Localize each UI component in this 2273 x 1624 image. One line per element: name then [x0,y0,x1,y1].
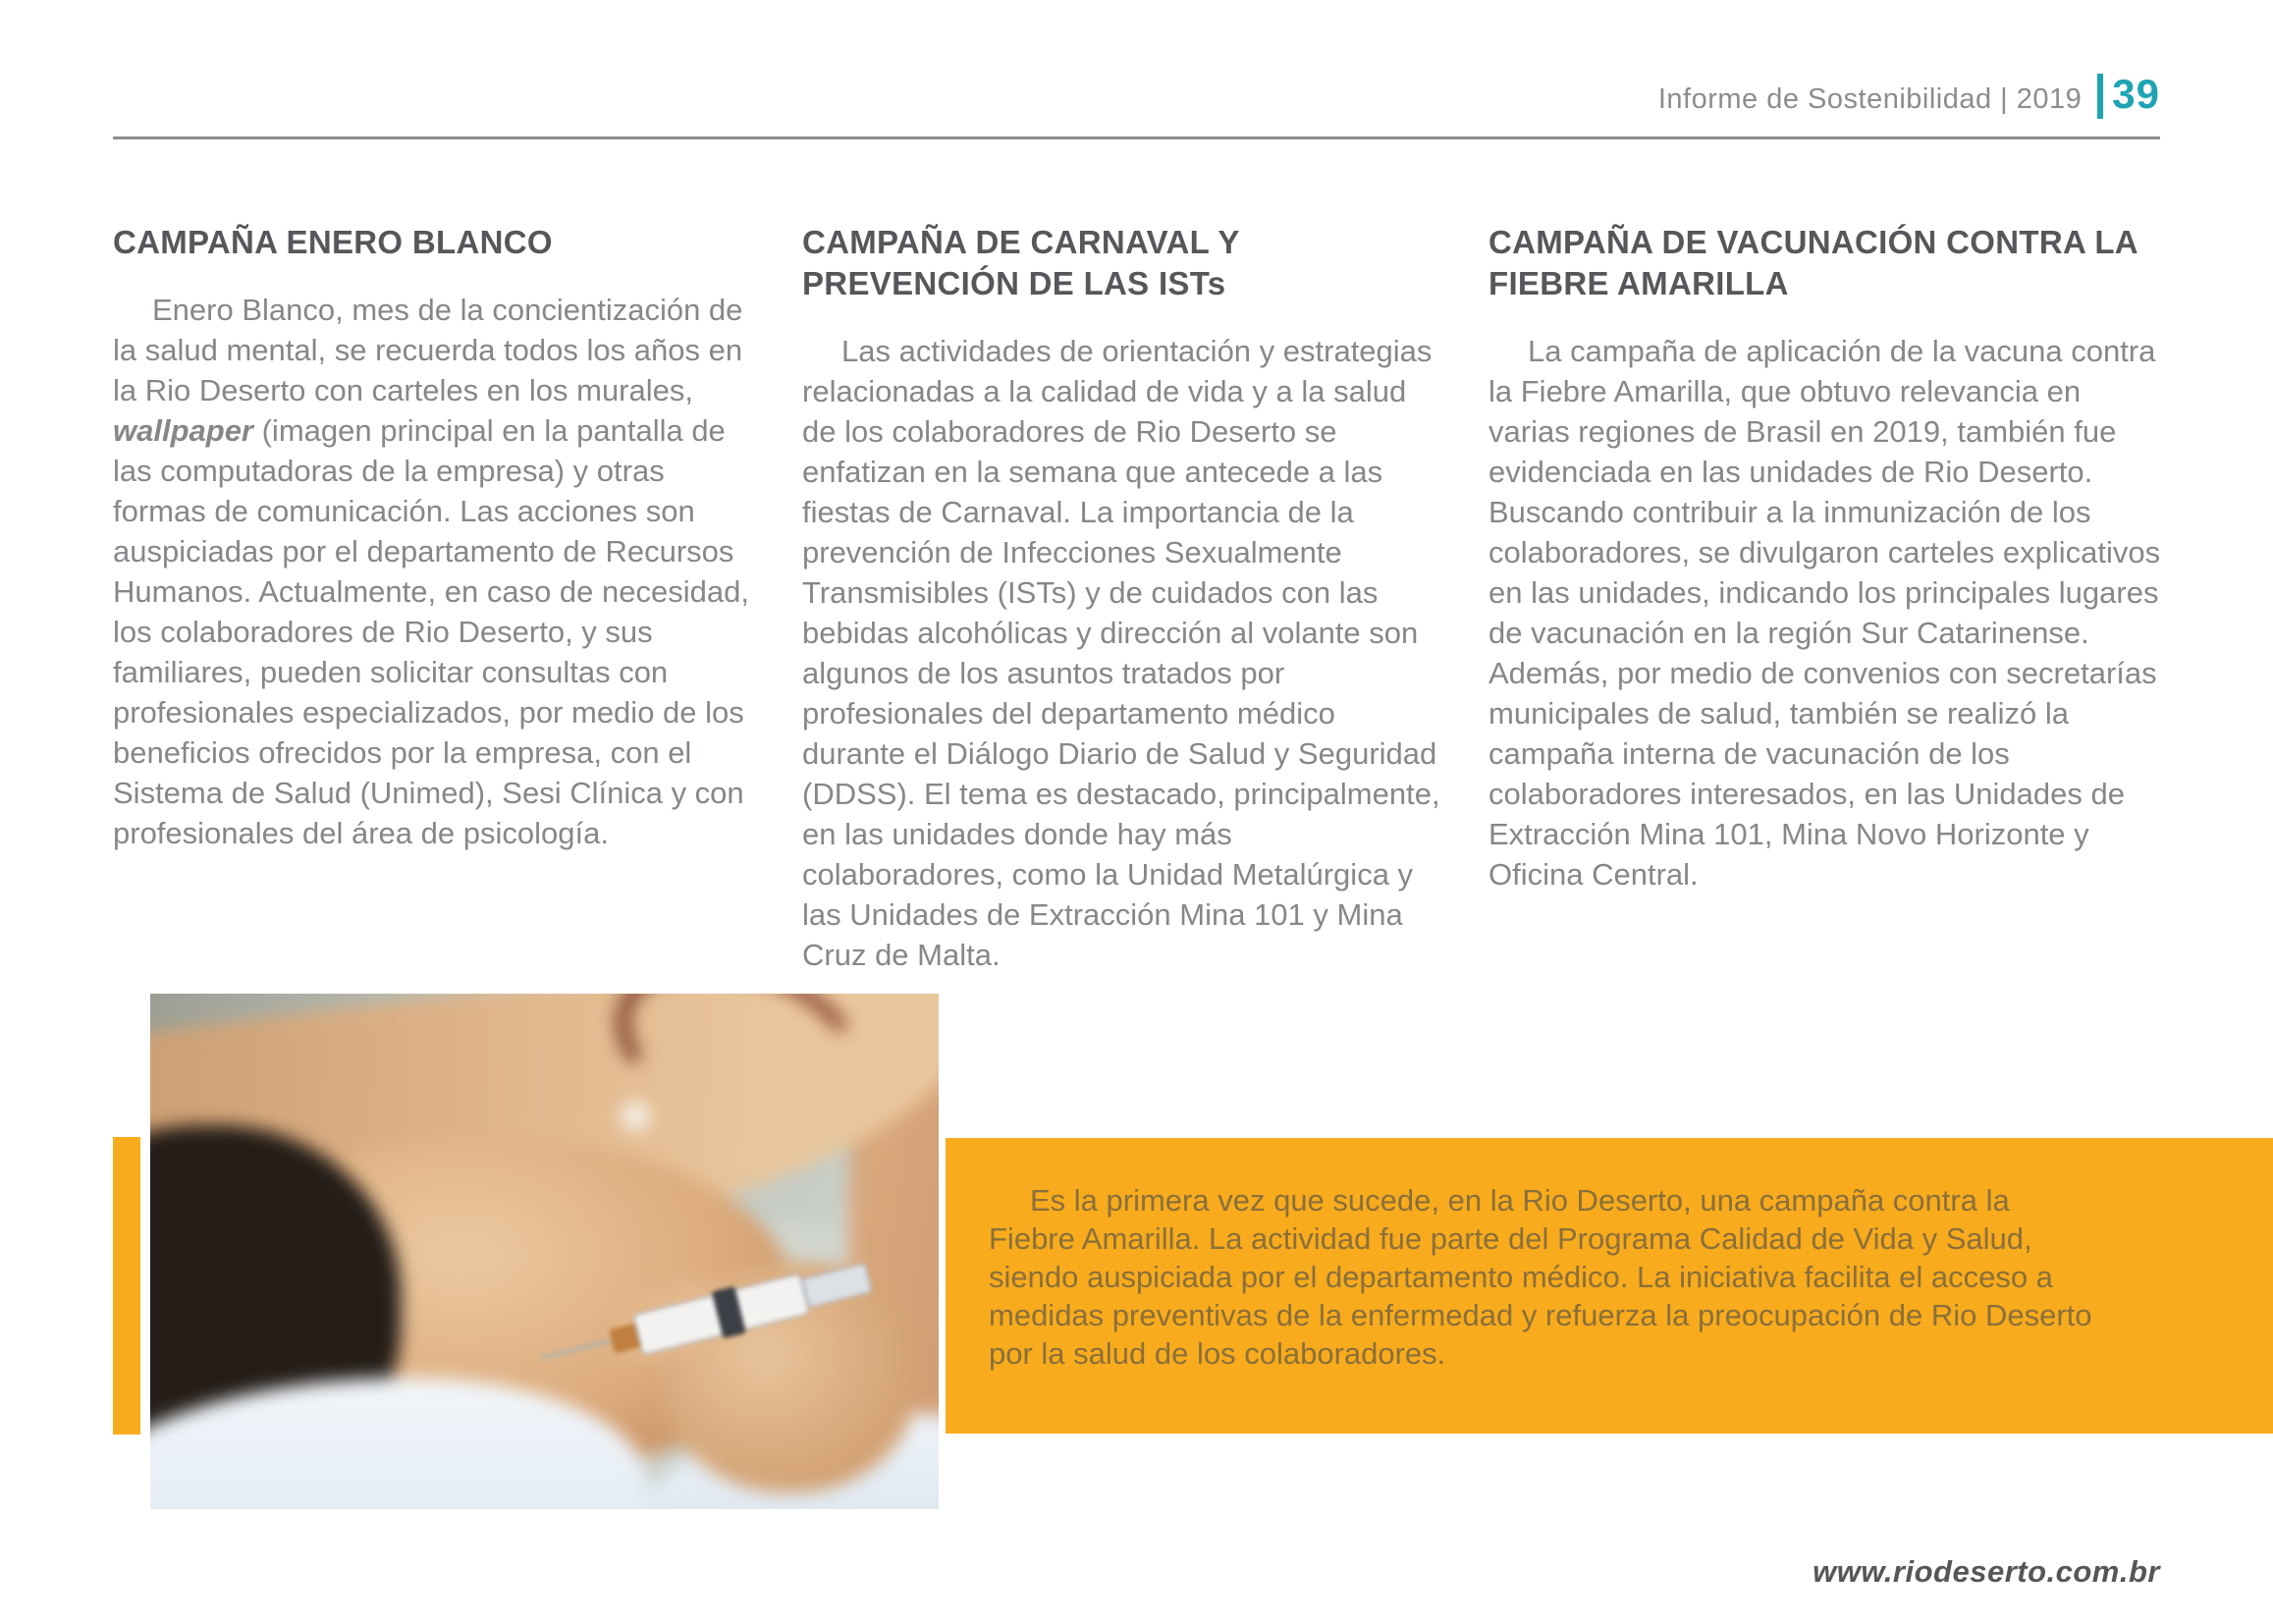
article-body-text: (imagen principal en la pantalla de las computadoras de la empresa) y otras formas de comunicación. Las acciones son auspiciadas por el departamento de Recursos Humanos. Actualmente, en caso de necesidad, los colaboradores de Rio Deserto, y sus familiares, pueden solicitar consultas con profesionales especializados, por medio de los beneficios ofrecidos por la empresa, con el Sistema de Salud (Unimed), Sesi Clínica y con profesionales del área de psicología. [113,413,749,850]
article-body-italic: wallpaper [113,413,253,448]
vaccination-photo [150,994,939,1509]
header-rule [113,136,2160,139]
article-body [113,290,749,853]
page-header [1658,71,2160,118]
article-heading: CAMPAÑA ENERO BLANCO [113,224,553,260]
article-fiebre-amarilla [1488,222,2168,894]
article-body: Las actividades de orientación y estrategias relacionadas a la calidad de vida y a la salud de los colaboradores de Rio Deserto se enfatizan en la semana que antecede a las fiestas de Carnaval. La importancia de la prevención de Infecciones Sexualmente Transmisibles (ISTs) y de cuidados con las bebidas alcohólicas y dirección al volante son algunos de los asuntos tratados por profesionales del departamento médico durante el Diálogo Diario de Salud y Seguridad (DDSS). El tema es destacado, principalmente, en las unidades donde hay más colaboradores, como la Unidad Metalúrgica y las Unidades de Extracción Mina 101 y Mina Cruz de Malta. [802,334,1440,972]
page-number: 39 [2112,71,2160,117]
article-enero-blanco [113,222,749,853]
report-title: Informe de Sostenibilidad | 2019 [1657,83,2083,115]
article-carnaval-ists [802,222,1440,975]
article-heading: CAMPAÑA DE VACUNACIÓN CONTRA LA FIEBRE AMARILLA [1488,224,2138,301]
article-body: La campaña de aplicación de la vacuna contra la Fiebre Amarilla, que obtuvo relevancia en varias regiones de Brasil en 2019, también fue evidenciada en las unidades de Rio Deserto. Buscando contribuir a la inmunización de los colaboradores, se divulgaron carteles explicativos en las unidades, indicando los principales lugares de vacunación en la región Sur Catarinense. Además, por medio de convenios con secretarías municipales de salud, también se realizó la campaña interna de vacunación de los colaboradores interesados, en las Unidades de Extracción Mina 101, Mina Novo Horizonte y Oficina Central. [1488,334,2161,892]
highlight-box [946,1138,2273,1434]
syringe-plunger [801,1263,873,1308]
page-number-divider [2097,74,2103,119]
article-body-text: Enero Blanco, mes de la concientización de la salud mental, se recuerda todos los años en la Rio Deserto con carteles en los murales, [113,293,743,407]
footer-website-link[interactable]: www.riodeserto.com.br [1813,1554,2160,1589]
article-heading: CAMPAÑA DE CARNAVAL Y PREVENCIÓN DE LAS ISTs [802,224,1240,301]
accent-strip [113,1137,140,1435]
highlight-box-text: Es la primera vez que sucede, en la Rio Deserto, una campaña contra la Fiebre Amarilla. La actividad fue parte del Programa Calidad de Vida y Salud, siendo auspiciada por el departamento médico. La iniciativa facilita el acceso a medidas preventivas de la enfermedad y refuerza la preocupación de Rio Deserto por la salud de los colaboradores. [989,1183,2092,1371]
